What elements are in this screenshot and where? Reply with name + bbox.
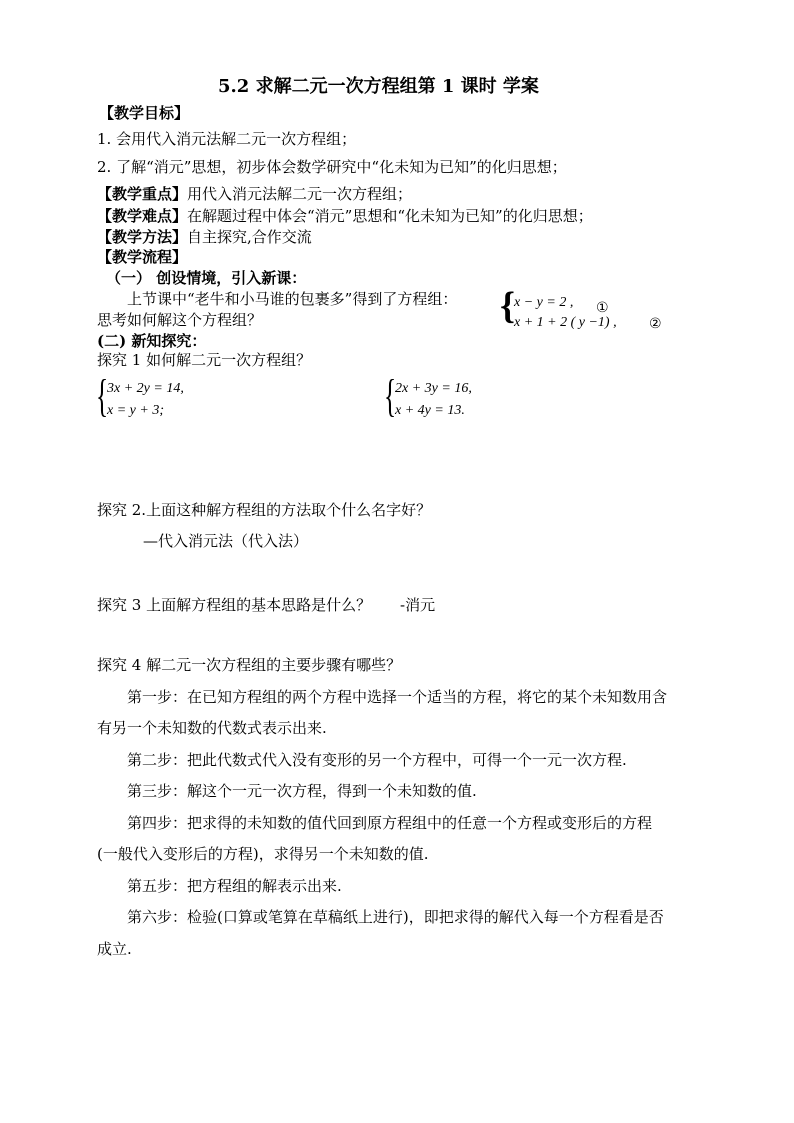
method-line (97, 228, 312, 246)
marker-2: ② (649, 316, 662, 332)
equation-system-b (384, 370, 525, 424)
system-b-equation-1: 2x + 3y = 16, (395, 381, 472, 396)
difficulty-line (97, 207, 593, 225)
system-b-brace: { (384, 370, 397, 421)
step1-line2: 有另一个未知数的代数式表示出来. (97, 719, 327, 737)
system-b-equation-2: x + 4y = 13. (395, 403, 465, 418)
section1-line2: 思考如何解这个方程组？ (97, 311, 263, 329)
equation-1: x − y = 2 , (514, 295, 574, 310)
system-brace: { (500, 285, 515, 327)
system-a-equation-1: 3x + 2y = 14, (107, 381, 184, 396)
marker-1: ① (596, 300, 609, 316)
objective-item-2: 2. 了解“消元”思想，初步体会数学研究中“化未知为已知”的化归思想； (97, 158, 567, 176)
step4-line1: 第四步：把求得的未知数的值代回到原方程组中的任意一个方程或变形后的方程 (127, 814, 653, 832)
step2-line: 第二步：把此代数式代入没有变形的另一个方程中，可得一个一元一次方程. (127, 751, 627, 769)
step5-line: 第五步：把方程组的解表示出来. (127, 877, 342, 895)
explore2-question: 探究 2.上面这种解方程组的方法取个什么名字好？ (97, 501, 432, 519)
explore2-answer: —代入消元法（代入法） (143, 532, 309, 550)
key-point-text: 用代入消元法解二元一次方程组； (187, 185, 413, 203)
equation-2: x + 1 + 2 ( y −1) , (514, 315, 617, 330)
difficulty-label: 【教学难点】 (97, 207, 188, 225)
step1-line1: 第一步：在已知方程组的两个方程中选择一个适当的方程，将它的某个未知数用含 (127, 688, 668, 706)
section1-heading: （一） 创设情境，引入新课： (106, 269, 307, 287)
equation-system-intro (500, 285, 700, 336)
section2-heading: (二) 新知探究： (97, 332, 207, 350)
equation-system-a (96, 370, 237, 424)
key-point-line (97, 185, 412, 203)
explore1-question: 探究 1 如何解二元一次方程组？ (97, 351, 312, 369)
step4-line2: (一般代入变形后的方程)，求得另一个未知数的值. (97, 845, 429, 863)
explore3-question: 探究 3 上面解方程组的基本思路是什么？ (97, 596, 372, 614)
objectives-heading: 【教学目标】 (99, 104, 190, 122)
section1-line1: 上节课中“老牛和小马谁的包裹多”得到了方程组： (127, 290, 458, 308)
method-label: 【教学方法】 (97, 228, 188, 246)
system-a-brace: { (96, 370, 109, 421)
step6-line2: 成立. (97, 940, 132, 958)
explore3-answer: -消元 (400, 596, 436, 614)
step3-line: 第三步：解这个一元一次方程，得到一个未知数的值. (127, 782, 477, 800)
system-a-equation-2: x = y + 3; (107, 403, 164, 418)
page-title: 5.2 求解二元一次方程组第 1 课时 学案 (218, 76, 539, 97)
key-point-label: 【教学重点】 (97, 185, 188, 203)
difficulty-text: 在解题过程中体会“消元”思想和“化未知为已知”的化归思想； (187, 207, 593, 225)
objective-item-1: 1. 会用代入消元法解二元一次方程组； (97, 130, 357, 148)
step6-line1: 第六步：检验(口算或笔算在草稿纸上进行)，即把求得的解代入每一个方程看是否 (127, 908, 664, 926)
explore4-question: 探究 4 解二元一次方程组的主要步骤有哪些？ (97, 656, 402, 674)
process-heading: 【教学流程】 (97, 248, 188, 266)
method-text: 自主探究,合作交流 (187, 228, 312, 246)
